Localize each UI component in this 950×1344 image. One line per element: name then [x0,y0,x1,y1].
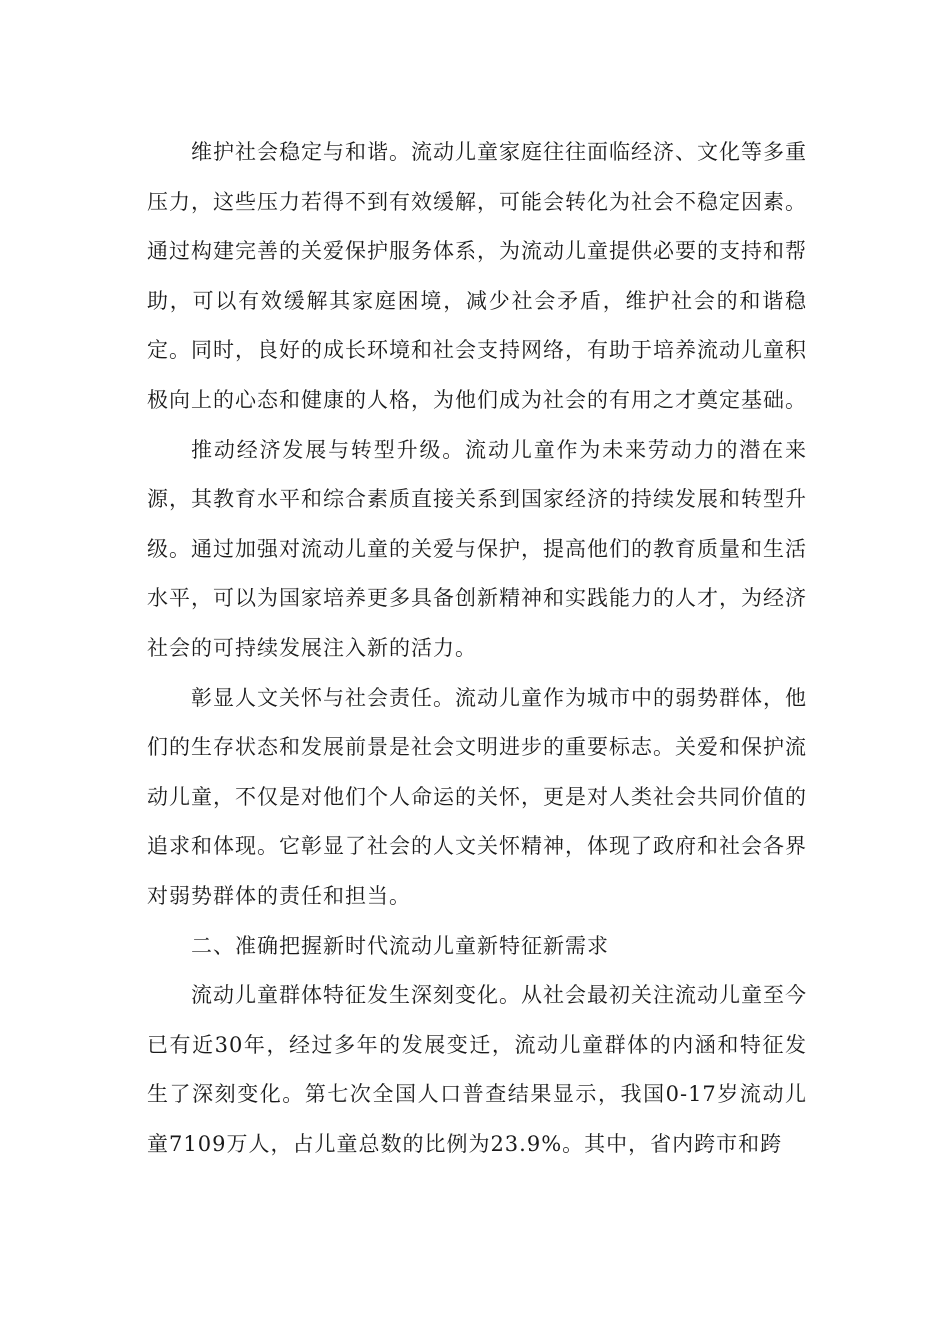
document-page [147,128,807,1169]
paragraph-social-stability: 维护社会稳定与和谐。流动儿童家庭往往面临经济、文化等多重压力，这些压力若得不到有效缓解，可能会转化为社会不稳定因素。通过构建完善的关爱保护服务体系，为流动儿童提供必要的支持和帮助，可以有效缓解其家庭困境，减少社会矛盾，维护社会的和谐稳定。同时，良好的成长环境和社会支持网络，有助于培养流动儿童积极向上的心态和健康的人格，为他们成为社会的有用之才奠定基础。 [147,140,807,412]
paragraph-humanistic-care: 彰显人文关怀与社会责任。流动儿童作为城市中的弱势群体，他们的生存状态和发展前景是社会文明进步的重要标志。关爱和保护流动儿童，不仅是对他们个人命运的关怀，更是对人类社会共同价值的追求和体现。它彰显了社会的人文关怀精神，体现了政府和社会各界对弱势群体的责任和担当。 [147,685,807,908]
paragraph-group-characteristics: 流动儿童群体特征发生深刻变化。从社会最初关注流动儿童至今已有近30年，经过多年的发展变迁，流动儿童群体的内涵和特征发生了深刻变化。第七次全国人口普查结果显示，我国0-17岁流动儿童7109万人，占儿童总数的比例为23.9%。其中，省内跨市和跨 [147,983,807,1156]
paragraph-economic-development: 推动经济发展与转型升级。流动儿童作为未来劳动力的潜在来源，其教育水平和综合素质直接关系到国家经济的持续发展和转型升级。通过加强对流动儿童的关爱与保护，提高他们的教育质量和生活水平，可以为国家培养更多具备创新精神和实践能力的人才，为经济社会的可持续发展注入新的活力。 [147,437,807,660]
section-heading: 二、准确把握新时代流动儿童新特征新需求 [191,933,609,958]
